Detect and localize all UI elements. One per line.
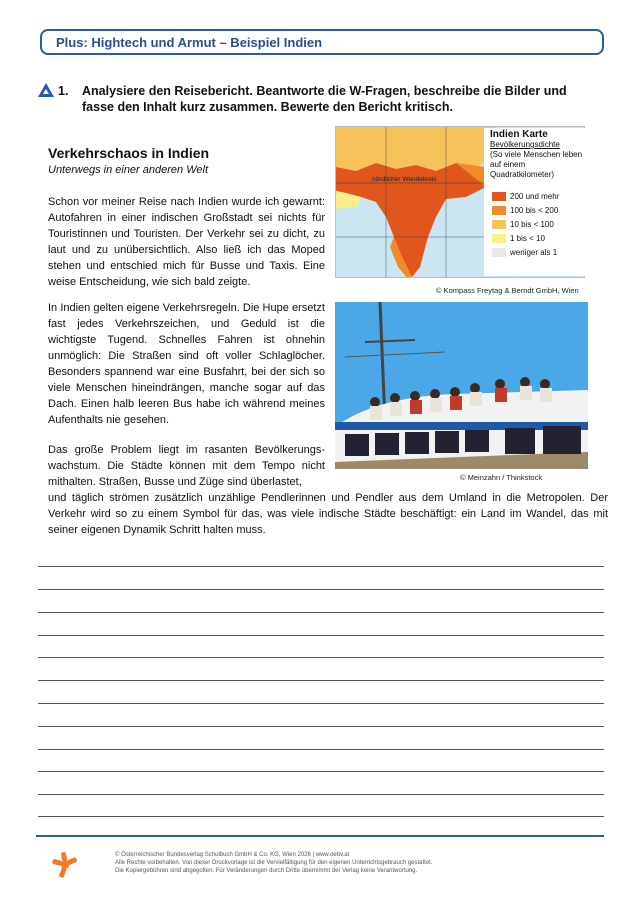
task-number: 1. bbox=[58, 84, 69, 98]
writing-line bbox=[38, 726, 604, 727]
writing-line bbox=[38, 680, 604, 681]
article-subtitle: Unterwegs in einer anderen Welt bbox=[48, 164, 208, 176]
footer-text bbox=[115, 851, 595, 875]
footer-line-2: Alle Rechte vorbehalten. Von dieser Druckvorlage ist die Vervielfältigung für den eigenen Unterrichtsgebrauch gestattet. bbox=[115, 860, 433, 866]
legend-item: 1 bis < 10 bbox=[492, 234, 545, 244]
legend-title: Indien Karte bbox=[490, 129, 548, 140]
page-header bbox=[40, 29, 604, 55]
writing-line bbox=[38, 749, 604, 750]
publisher-logo-icon bbox=[50, 850, 80, 880]
legend-subtitle: Bevölkerungsdichte bbox=[490, 140, 560, 149]
legend-item: 200 und mehr bbox=[492, 192, 559, 202]
legend-description: (So viele Menschen leben auf einem Quadratkilometer) bbox=[490, 150, 583, 179]
article-paragraph-3b: und täglich strömen zusätzlich unzählige Pendlerinnen und Pendler aus dem Umland in die Metropolen. Der Verkehr wird so zu einem Symbol für das, was viele indische Städte beschäftigt: ein Land im Wandel, das mit seiner eigenen Dynamik Schritt halten muss. bbox=[48, 492, 608, 536]
writing-line bbox=[38, 771, 604, 772]
tropic-label: nördlicher Wendekreis bbox=[372, 176, 437, 183]
footer-rule bbox=[36, 835, 604, 837]
writing-line bbox=[38, 657, 604, 658]
legend-item: 100 bis < 200 bbox=[492, 206, 558, 216]
writing-line bbox=[38, 703, 604, 704]
footer-line-1: © Österreichischer Bundesverlag Schulbuch GmbH & Co. KG, Wien 2026 | www.oebv.at bbox=[115, 852, 350, 858]
bus-photo bbox=[335, 302, 588, 469]
article-paragraph-1: Schon vor meiner Reise nach Indien wurde ich gewarnt: Autofahren in einer indischen Großstadt sei nichts für Touristinnen und Touristen. Der Verkehr sei zu dicht, zu laut und zu unübersichtlich. Also ließ ich das Moped stehen und entschied mich für Busse und Taxis. Eine weise Entscheidung, wie sich bald zeigte. bbox=[48, 196, 325, 288]
article-paragraph-3a: Das große Problem liegt im rasanten Bevölkerungs-wachstum. Die Städte können mit dem Tempo nicht mithalten. Straßen, Busse und Züge sind überlastet, bbox=[48, 444, 325, 488]
map-credit: © Kompass Freytag & Berndt GmbH, Wien bbox=[436, 286, 579, 295]
legend-item: weniger als 1 bbox=[492, 248, 557, 258]
writing-line bbox=[38, 566, 604, 567]
map-legend bbox=[484, 128, 585, 276]
writing-line bbox=[38, 589, 604, 590]
footer-line-3: Die Kopiergebühren sind abgegolten. Für Veränderungen durch Dritte übernimmt der Verlag keine Verantwortung. bbox=[115, 868, 418, 874]
header-title: Plus: Hightech und Armut – Beispiel Indien bbox=[56, 35, 323, 50]
level-triangle-icon bbox=[38, 83, 54, 97]
article-title: Verkehrschaos in Indien bbox=[48, 145, 210, 161]
task-text: Analysiere den Reisebericht. Beantworte die W-Fragen, beschreibe die Bilder und fasse den Inhalt kurz zusammen. Bewerte den Bericht kritisch. bbox=[82, 84, 567, 114]
photo-credit: © Meinzahn / Thinkstock bbox=[460, 473, 543, 482]
writing-line bbox=[38, 612, 604, 613]
writing-line bbox=[38, 635, 604, 636]
writing-line bbox=[38, 794, 604, 795]
article-paragraph-2: In Indien gelten eigene Verkehrsregeln. Die Hupe ersetzt fast jedes Verkehrszeichen, und Geduld ist die wichtigste Tugend. Schnelles Fahren ist ohnehin unmöglich: Die Straßen sind oft voller Schlaglöcher. Besonders spannend war eine Busfahrt, bei der sich so viele Menschen hineindrängen, manche sogar auf das Dach. Einen halb leeren Bus habe ich während meines Aufenthalts nie gesehen. bbox=[48, 302, 325, 426]
legend-item: 10 bis < 100 bbox=[492, 220, 554, 230]
writing-line bbox=[38, 816, 604, 817]
